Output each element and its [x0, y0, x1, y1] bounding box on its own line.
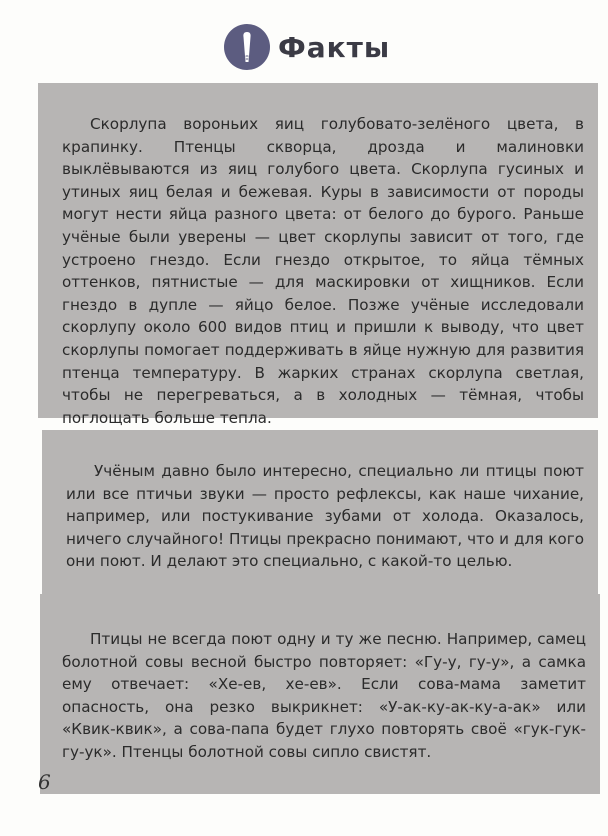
exclamation-icon: [224, 24, 270, 70]
exclamation-badge: [224, 24, 270, 70]
fact-text-owl-songs: Птицы не всегда поют одну и ту же песню. Например, самец болотной совы весной быстро повторяет: «Гу-у, гу-у», а самка ему отвечает: «Хе-ев, хе-ев». Если сова-мама заметит опасность, она резко выкрикнет: «У-ак-ку-ак-ку-а-ак» или «Квик-квик», а сова-папа будет глухо повторять своё «гук-гук-гу-ук». Птенцы болотной совы сипло свистят.: [62, 630, 586, 761]
fact-panel-eggshell: [38, 83, 598, 427]
fact-panel-owl-songs: [40, 594, 600, 794]
page-number: 6: [38, 770, 51, 794]
fact-text-bird-sounds: Учёным давно было интересно, специально ли птицы поют или все птичьи звуки — просто рефлексы, как наше чихание, например, или постукивание зубами от холода. Оказалось, ничего случайного! Птицы прекрасно понимают, что и для кого они поют. И делают это специально, с какой-то целью.: [66, 462, 584, 571]
page-title: Факты: [278, 30, 391, 64]
section-header: [224, 20, 390, 74]
fact-text-eggshell: Скорлупа вороньих яиц голубовато-зелёного цвета, в крапинку. Птенцы скворца, дрозда и малиновки выклёвываются из яиц голубого цвета. Скорлупа гусиных и утиных яиц белая и бежевая. Куры в зависимости от породы могут нести яйца разного цвета: от белого до бурого. Раньше учёные были уверены — цвет скорлупы зависит от того, где устроено гнездо. Если гнездо открытое, то яйца тёмных оттенков, пятнистые — для маскировки от хищников. Если гнездо в дупле — яйцо белое. Позже учёные исследовали скорлупу около 600 видов птиц и пришли к выводу, что цвет скорлупы помогает поддерживать в яйце нужную для развития птенца температуру. В жарких странах скорлупа светлая, чтобы не перегреваться, а в холодных — тёмная, чтобы поглощать больше тепла.: [62, 115, 584, 427]
fact-panel-bird-sounds: [42, 430, 598, 603]
